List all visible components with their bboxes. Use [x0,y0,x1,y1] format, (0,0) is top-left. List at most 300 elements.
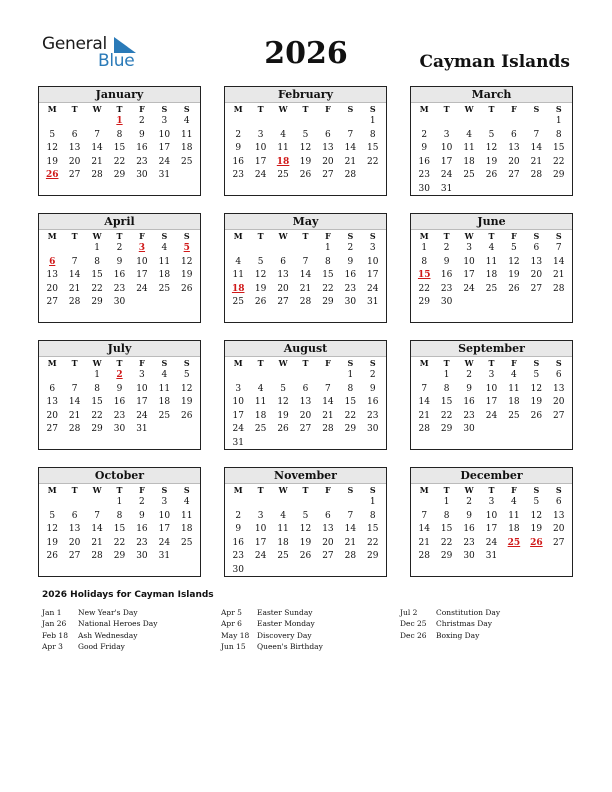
day-cell: 8 [94,383,100,394]
holiday-day-cell: 18 [276,156,290,167]
day-cell: 30 [136,551,148,561]
day-cell: 29 [440,551,453,561]
day-cell: 23 [344,283,357,294]
day-cell: 11 [277,143,289,153]
day-cell: 15 [440,524,453,534]
day-cell: 4 [280,510,286,521]
day-cell: 16 [232,537,244,548]
day-cell: 9 [421,143,428,153]
day-cell: 12 [181,383,193,394]
day-cell: 9 [466,510,472,521]
day-cell: 14 [530,143,543,153]
day-cell: 19 [181,270,193,280]
day-cell: 4 [466,129,472,140]
day-cell: 26 [181,410,193,421]
day-cell: 14 [418,397,430,407]
month-september [410,340,573,450]
day-cell: 2 [139,116,145,126]
weekday-header: F [511,104,517,114]
day-cell: 19 [277,410,289,421]
day-cell: 9 [235,143,242,153]
holiday-day-cell: 26 [530,537,543,548]
day-cell: 13 [68,524,81,534]
empty-day-cell [227,115,249,129]
day-cell: 16 [418,156,430,167]
weekday-header: W [464,231,474,241]
holiday-date: Apr 3 [42,641,63,651]
holiday-name: Constitution Day [436,608,501,617]
holiday-date: Jul 2 [400,608,418,617]
day-grid [411,357,572,437]
day-cell: 27 [68,170,81,180]
empty-day-cell [339,496,361,510]
day-cell: 18 [508,524,520,534]
day-cell: 25 [158,283,171,294]
day-cell: 9 [466,383,472,394]
holiday-entry [42,630,217,641]
month-name: July [39,341,200,357]
month-name: November [225,468,386,484]
day-cell: 11 [254,397,267,407]
day-cell: 26 [46,551,58,561]
day-cell: 28 [553,283,565,294]
holiday-name: National Heroes Day [78,619,158,629]
empty-day-cell [317,115,339,129]
day-cell: 13 [530,256,543,267]
weekday-header: S [369,358,376,368]
weekday-header: T [488,485,495,495]
day-cell: 14 [68,397,81,407]
day-cell: 30 [232,564,244,575]
day-cell: 14 [418,524,430,534]
day-cell: 24 [254,170,267,180]
day-cell: 1 [116,497,123,507]
day-cell: 7 [421,510,428,521]
day-cell: 16 [136,143,148,153]
weekday-header: W [92,231,102,241]
day-cell: 28 [322,424,334,434]
day-cell: 10 [485,510,498,521]
day-cell: 31 [158,551,171,561]
empty-day-cell [503,115,525,129]
day-cell: 19 [299,537,312,548]
day-cell: 20 [322,156,334,167]
weekday-header: S [183,358,190,368]
day-cell: 15 [322,270,334,280]
logo-text-general: General [42,34,107,54]
day-cell: 10 [136,383,148,394]
weekday-header: S [161,358,168,368]
day-cell: 12 [277,397,289,407]
holiday-date: Jan 26 [42,619,67,629]
empty-day-cell [41,115,63,129]
month-name: June [411,214,572,230]
day-cell: 13 [46,397,58,407]
day-cell: 10 [158,129,171,140]
empty-day-cell [272,115,294,129]
weekday-header: T [116,104,123,114]
day-cell: 21 [344,156,357,167]
month-january [38,86,201,196]
day-cell: 6 [325,129,331,140]
day-cell: 31 [440,183,453,194]
day-cell: 2 [116,243,123,253]
month-august [224,340,387,450]
day-cell: 12 [299,143,312,153]
day-cell: 14 [299,270,312,280]
weekday-header: S [555,104,562,114]
day-cell: 14 [322,397,334,407]
day-cell: 4 [161,370,168,380]
holiday-day-cell: 25 [507,537,521,548]
day-cell: 22 [440,537,453,548]
day-cell: 6 [280,256,286,267]
weekday-header: S [347,358,354,368]
weekday-header: M [419,231,429,241]
day-grid [225,357,386,450]
day-cell: 29 [344,424,357,434]
day-cell: 13 [553,510,565,521]
day-cell: 12 [485,143,498,153]
day-cell: 21 [91,537,103,548]
holiday-day-cell: 3 [138,243,146,253]
day-grid [225,103,386,183]
day-cell: 27 [46,297,58,307]
day-cell: 29 [91,297,103,307]
day-cell: 7 [347,129,354,140]
day-cell: 17 [136,270,148,280]
weekday-header: T [443,485,450,495]
empty-day-cell [317,496,339,510]
day-cell: 15 [91,270,103,280]
day-cell: 1 [94,243,100,253]
day-cell: 31 [136,424,148,434]
day-cell: 4 [511,497,517,507]
day-cell: 3 [443,129,450,140]
day-cell: 28 [68,297,81,307]
day-cell: 30 [463,424,475,434]
day-cell: 18 [254,410,267,421]
day-cell: 12 [254,270,267,280]
weekday-header: T [71,358,78,368]
empty-day-cell [294,369,316,383]
day-grid [39,357,200,437]
day-cell: 18 [485,270,498,280]
day-cell: 4 [235,256,242,267]
day-cell: 11 [158,256,171,267]
day-cell: 25 [277,551,289,561]
day-cell: 20 [553,397,565,407]
day-cell: 2 [235,129,242,140]
holiday-column [42,607,217,652]
month-name: January [39,87,200,103]
day-cell: 14 [344,524,357,534]
day-cell: 25 [277,170,289,180]
holiday-day-cell: 5 [183,243,190,253]
month-february [224,86,387,196]
day-cell: 8 [421,256,428,267]
day-cell: 18 [463,156,475,167]
day-cell: 23 [232,551,244,561]
weekday-header: S [369,104,376,114]
weekday-header: T [71,231,78,241]
day-cell: 26 [508,283,520,294]
weekday-header: T [71,104,78,114]
weekday-header: S [347,104,354,114]
day-cell: 29 [367,551,379,561]
weekday-header: W [464,104,474,114]
weekday-header: S [369,231,376,241]
month-name: March [411,87,572,103]
weekday-header: T [302,358,309,368]
day-cell: 18 [158,270,171,280]
day-cell: 4 [511,370,517,380]
empty-day-cell [294,242,316,256]
day-cell: 12 [46,524,58,534]
day-cell: 11 [508,383,520,394]
day-cell: 5 [302,510,309,521]
day-cell: 19 [254,283,267,294]
day-cell: 13 [68,143,81,153]
holiday-name: Ash Wednesday [78,630,138,640]
empty-day-cell [249,369,271,383]
weekday-header: S [533,485,540,495]
day-grid [39,484,200,564]
day-cell: 10 [485,383,498,394]
month-name: October [39,468,200,484]
day-cell: 13 [322,143,334,153]
weekday-header: T [302,485,309,495]
day-cell: 8 [325,256,331,267]
day-cell: 20 [322,537,334,548]
day-cell: 22 [367,156,379,167]
day-cell: 3 [257,129,264,140]
day-cell: 1 [421,243,428,253]
month-may [224,213,387,323]
holiday-name: Boxing Day [436,630,480,640]
empty-day-cell [86,115,108,129]
day-cell: 7 [555,243,562,253]
day-cell: 11 [508,510,520,521]
month-name: September [411,341,572,357]
day-cell: 19 [530,524,543,534]
day-cell: 7 [71,383,78,394]
day-cell: 2 [139,497,145,507]
day-cell: 7 [302,256,309,267]
day-cell: 8 [369,510,376,521]
day-cell: 19 [46,537,58,548]
day-cell: 22 [113,537,126,548]
day-cell: 8 [116,129,123,140]
day-cell: 17 [367,270,379,280]
weekday-header: T [302,104,309,114]
day-cell: 12 [508,256,520,267]
day-cell: 13 [46,270,58,280]
holiday-entry [42,618,217,629]
day-cell: 1 [347,370,354,380]
weekday-header: S [183,231,190,241]
empty-day-cell [272,496,294,510]
empty-day-cell [480,115,502,129]
empty-day-cell [249,242,271,256]
day-cell: 28 [91,170,103,180]
day-cell: 27 [322,551,334,561]
day-cell: 15 [367,524,379,534]
empty-day-cell [294,496,316,510]
day-cell: 20 [530,270,543,280]
day-cell: 23 [113,283,126,294]
empty-day-cell [525,115,547,129]
day-cell: 31 [232,437,244,448]
day-cell: 2 [466,370,472,380]
day-cell: 29 [91,424,103,434]
day-cell: 3 [257,510,264,521]
day-cell: 29 [553,170,565,180]
country-name: Cayman Islands [419,52,570,72]
day-cell: 2 [443,243,450,253]
weekday-header: M [233,231,243,241]
day-cell: 24 [232,424,244,434]
weekday-header: S [183,104,190,114]
weekday-header: T [443,104,450,114]
day-cell: 23 [463,537,475,548]
holiday-day-cell: 6 [49,256,56,267]
day-cell: 25 [463,170,475,180]
day-cell: 26 [181,283,193,294]
day-cell: 23 [113,410,126,421]
day-cell: 24 [254,551,267,561]
holiday-name: Christmas Day [436,619,492,629]
empty-day-cell [227,496,249,510]
day-cell: 10 [232,397,244,407]
day-cell: 4 [280,129,286,140]
weekday-header: S [533,104,540,114]
weekday-header: F [325,485,331,495]
day-cell: 26 [277,424,289,434]
weekday-header: S [183,485,190,495]
weekday-header: T [257,358,264,368]
empty-day-cell [249,115,271,129]
holiday-day-cell: 15 [417,270,431,280]
day-cell: 18 [181,524,193,534]
day-cell: 30 [418,183,430,194]
weekday-header: F [511,485,517,495]
day-cell: 23 [367,410,379,421]
day-cell: 27 [508,170,520,180]
empty-day-cell [63,369,85,383]
holiday-date: Dec 26 [400,630,427,640]
day-cell: 11 [158,383,171,394]
day-cell: 17 [232,410,244,421]
day-cell: 1 [443,497,450,507]
holiday-column [221,607,396,652]
day-cell: 1 [369,497,376,507]
day-cell: 10 [367,256,379,267]
empty-day-cell [272,369,294,383]
day-cell: 7 [71,256,78,267]
day-cell: 3 [161,116,168,126]
day-cell: 30 [344,297,357,307]
day-cell: 23 [136,156,148,167]
day-cell: 28 [299,297,312,307]
day-cell: 17 [463,270,475,280]
day-cell: 30 [463,551,475,561]
day-cell: 8 [555,129,562,140]
weekday-header: M [47,104,57,114]
empty-day-cell [413,115,435,129]
day-cell: 1 [555,116,562,126]
day-cell: 1 [369,116,376,126]
day-cell: 16 [463,524,475,534]
day-cell: 5 [49,510,56,521]
month-december [410,467,573,577]
empty-day-cell [339,115,361,129]
day-cell: 20 [553,524,565,534]
weekday-header: W [464,358,474,368]
holiday-date: Dec 25 [400,619,427,629]
day-cell: 6 [533,243,540,253]
day-cell: 22 [440,410,453,421]
empty-day-cell [435,115,457,129]
day-cell: 4 [257,383,264,394]
day-cell: 11 [181,510,193,521]
day-cell: 9 [116,383,123,394]
day-cell: 20 [508,156,520,167]
calendar-year: 2026 [264,36,348,71]
day-cell: 6 [71,129,78,140]
day-cell: 15 [440,397,453,407]
logo-text-blue: Blue [98,51,135,71]
day-cell: 27 [277,297,289,307]
day-cell: 5 [533,370,540,380]
weekday-header: T [257,104,264,114]
day-cell: 9 [347,256,354,267]
day-cell: 8 [443,510,450,521]
day-cell: 22 [418,283,430,294]
day-cell: 23 [232,170,244,180]
day-cell: 16 [367,397,379,407]
weekday-header: F [325,104,331,114]
empty-day-cell [272,242,294,256]
weekday-header: S [347,231,354,241]
day-cell: 29 [322,297,334,307]
day-cell: 21 [553,270,565,280]
day-cell: 13 [508,143,520,153]
day-cell: 17 [440,156,453,167]
month-name: April [39,214,200,230]
holiday-name: Queen's Birthday [257,641,323,651]
empty-day-cell [227,242,249,256]
day-cell: 30 [113,424,126,434]
day-cell: 23 [418,170,430,180]
day-cell: 17 [136,397,148,407]
day-cell: 7 [94,510,100,521]
day-cell: 3 [369,243,376,253]
month-name: May [225,214,386,230]
day-cell: 31 [158,170,171,180]
day-cell: 18 [181,143,193,153]
day-cell: 29 [440,424,453,434]
empty-day-cell [41,496,63,510]
weekday-header: M [47,358,57,368]
weekday-header: S [533,358,540,368]
day-cell: 30 [136,170,148,180]
day-cell: 22 [553,156,565,167]
holiday-date: Feb 18 [42,630,68,640]
day-cell: 9 [443,256,450,267]
holiday-entry [221,618,396,629]
day-cell: 2 [369,370,376,380]
